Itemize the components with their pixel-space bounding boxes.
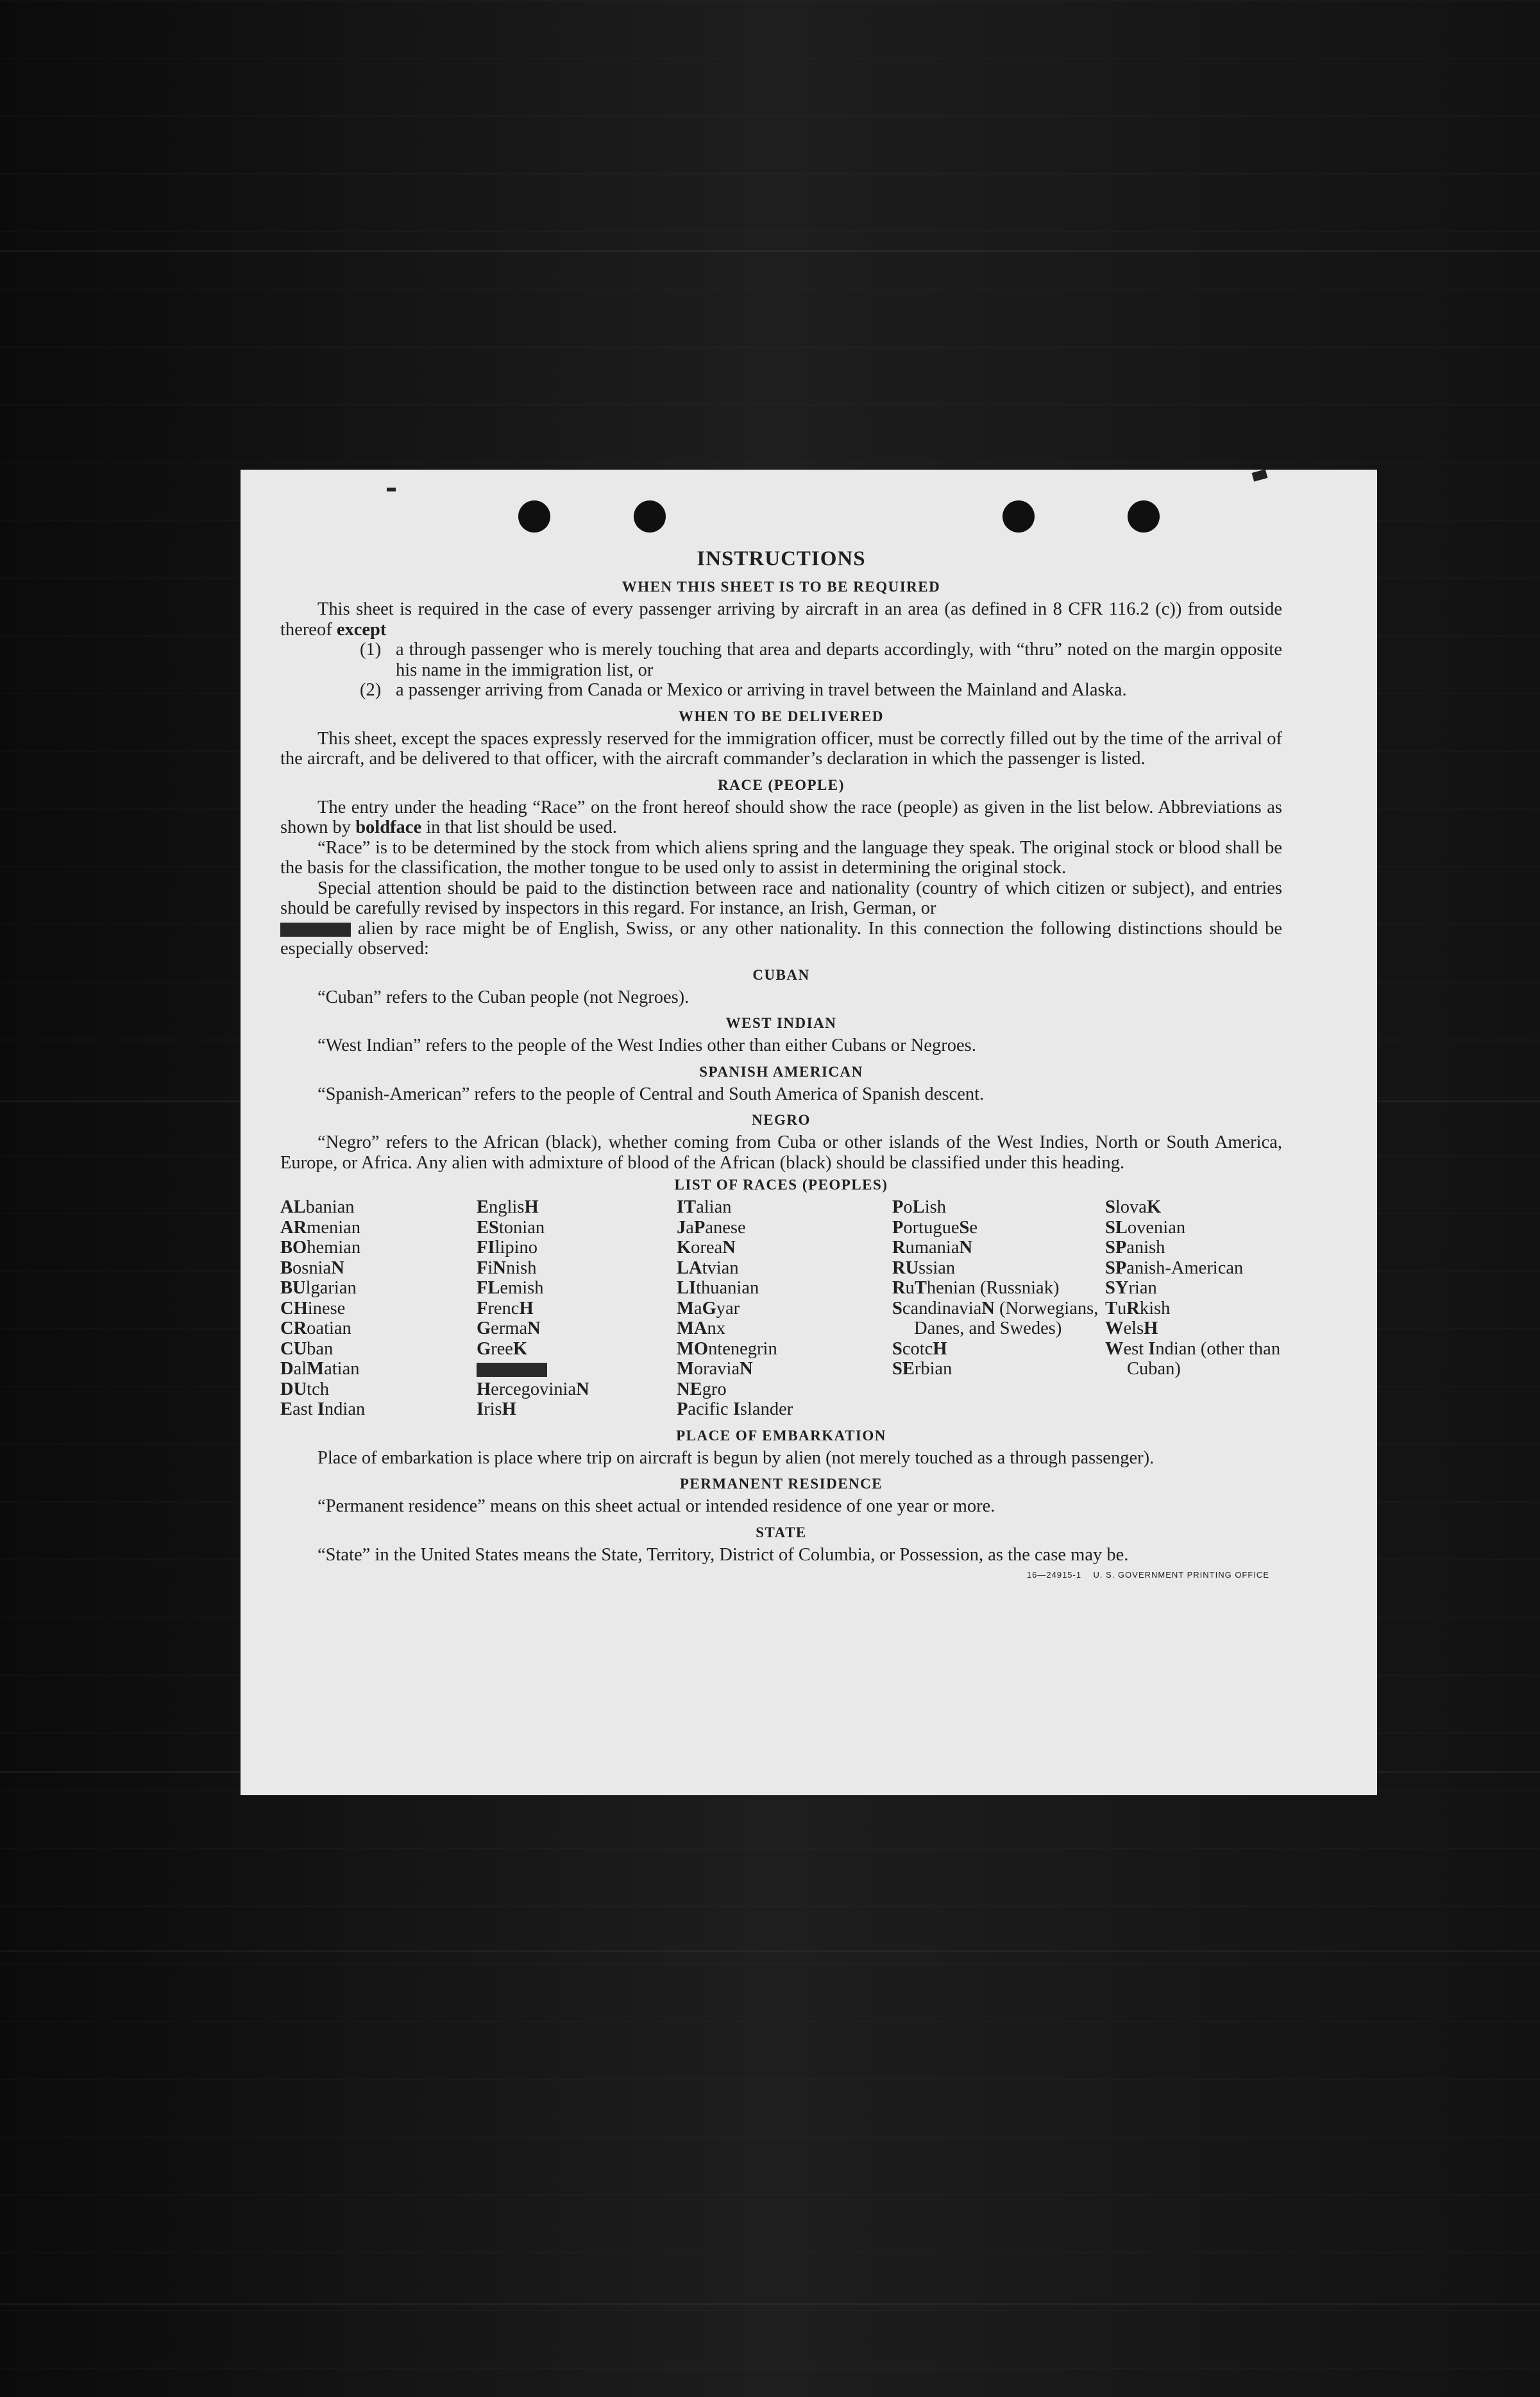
race-entry: FrencH xyxy=(477,1298,534,1318)
race-entry: PortugueSe xyxy=(892,1217,977,1238)
punch-hole xyxy=(634,500,666,533)
race-entry: GermaN xyxy=(477,1318,541,1338)
heading-residence: PERMANENT RESIDENCE xyxy=(679,1476,883,1492)
race-entry: CUban xyxy=(280,1338,334,1359)
film-streak xyxy=(0,250,1540,252)
race-list xyxy=(280,1197,1282,1420)
paragraph-negro: “Negro” refers to the African (black), whether coming from Cuba or other islands of the West Indies, North or South America, Europe, or Africa. Any alien with admixture of blood of the African (black) should be classified under this heading. xyxy=(280,1132,1282,1173)
paragraph-cuban: “Cuban” refers to the Cuban people (not Negroes). xyxy=(317,987,690,1007)
race-entry: LAtvian xyxy=(677,1258,739,1278)
race-column-3 xyxy=(677,1197,892,1420)
race-column-2 xyxy=(477,1197,677,1420)
race-entry: SErbian xyxy=(892,1359,952,1379)
film-streak xyxy=(0,2303,1540,2305)
race-entry: RUssian xyxy=(892,1258,956,1278)
race-entry: SPanish-American xyxy=(1105,1258,1244,1278)
paragraph-delivered: This sheet, except the spaces expressly reserved for the immigration officer, must be correctly filled out by the time of the arrival of the aircraft, and be delivered to that officer, with the aircraft commander’s declaration in which the passenger is listed. xyxy=(280,728,1282,769)
exception-item-2: (2) a passenger arriving from Canada or Mexico or arriving in travel between the Mainland and Alaska. xyxy=(360,680,1127,700)
heading-embarkation: PLACE OF EMBARKATION xyxy=(676,1427,886,1444)
race-entry: ARmenian xyxy=(280,1217,361,1238)
race-entry: Pacific Islander xyxy=(677,1399,793,1419)
race-entry: GreeK xyxy=(477,1338,528,1359)
race-entry: ScandinaviaN (Norwegians, Danes, and Swedes) xyxy=(892,1298,1099,1338)
paragraph-required: This sheet is required in the case of every passenger arriving by aircraft in an area (as defined in 8 CFR 116.2 (c)) from outside thereof except xyxy=(280,599,1282,640)
race-entry: EStonian xyxy=(477,1217,545,1238)
race-entry: CHinese xyxy=(280,1298,346,1318)
page-title: INSTRUCTIONS xyxy=(697,547,866,570)
heading-list-of-races: LIST OF RACES (PEOPLES) xyxy=(674,1177,888,1193)
paragraph-west-indian: “West Indian” refers to the people of the West Indies other than either Cubans or Negroes. xyxy=(317,1036,976,1055)
race-entry: ScotcH xyxy=(892,1338,947,1359)
heading-negro: NEGRO xyxy=(752,1112,811,1128)
race-entry: PoLish xyxy=(892,1197,946,1217)
paragraph-race-1: The entry under the heading “Race” on the front hereof should show the race (people) as given in the list below. Abbreviations as shown by boldface in that list should be used. xyxy=(280,797,1282,837)
race-entry: West Indian (other than Cuban) xyxy=(1105,1338,1281,1379)
race-entry: SlovaK xyxy=(1105,1197,1162,1217)
race-entry: JaPanese xyxy=(677,1217,746,1238)
exception-item-1: (1) a through passenger who is merely touching that area and departs accordingly, with “thru” noted on the margin opposite his name in the immigration list, or xyxy=(360,640,1282,680)
heading-state: STATE xyxy=(756,1524,807,1540)
race-column-1 xyxy=(280,1197,477,1420)
redaction-mark xyxy=(477,1363,547,1377)
race-entry: ITalian xyxy=(677,1197,732,1217)
instruction-sheet xyxy=(241,470,1377,1795)
race-entry: HercegoviniaN xyxy=(477,1379,589,1399)
race-column-5 xyxy=(1105,1197,1282,1420)
paragraph-spanish-american: “Spanish-American” refers to the people of Central and South America of Spanish descent. xyxy=(317,1084,985,1104)
redaction-mark xyxy=(280,923,351,937)
punch-hole xyxy=(1128,500,1160,533)
race-entry: BosniaN xyxy=(280,1258,344,1278)
punch-hole xyxy=(1003,500,1035,533)
heading-cuban: CUBAN xyxy=(752,966,810,983)
race-entry: DalMatian xyxy=(280,1359,360,1379)
heading-spanish-american: SPANISH AMERICAN xyxy=(699,1063,863,1080)
heading-west-indian: WEST INDIAN xyxy=(725,1015,837,1031)
race-entry: FLemish xyxy=(477,1278,544,1298)
punch-hole xyxy=(518,500,550,533)
heading-when-required: WHEN THIS SHEET IS TO BE REQUIRED xyxy=(622,579,941,595)
race-entry: SPanish xyxy=(1105,1238,1165,1258)
race-column-4 xyxy=(892,1197,1105,1420)
race-entry xyxy=(477,1359,677,1379)
race-entry: East Indian xyxy=(280,1399,366,1419)
paragraph-state: “State” in the United States means the State, Territory, District of Columbia, or Possession, as the case may be. xyxy=(317,1544,1129,1565)
race-entry: TuRkish xyxy=(1105,1298,1171,1318)
race-entry: MOntenegrin xyxy=(677,1338,777,1359)
heading-race: RACE (PEOPLE) xyxy=(718,776,845,793)
ink-speck xyxy=(387,488,396,491)
race-entry: MoraviaN xyxy=(677,1359,753,1379)
race-entry: DUtch xyxy=(280,1379,329,1399)
ink-speck xyxy=(1252,469,1268,481)
paragraph-residence: “Permanent residence” means on this sheet actual or intended residence of one year or more. xyxy=(317,1496,995,1516)
footer xyxy=(280,1565,1282,1585)
printer-imprint: 16—24915-1 U. S. GOVERNMENT PRINTING OFFICE xyxy=(1026,1570,1269,1580)
race-entry: CRoatian xyxy=(280,1318,351,1338)
instructions-content xyxy=(280,547,1282,1585)
race-entry: FiNnish xyxy=(477,1258,537,1278)
race-entry: IrisH xyxy=(477,1399,516,1419)
race-entry: EnglisH xyxy=(477,1197,539,1217)
race-entry: RuThenian (Russniak) xyxy=(892,1278,1060,1298)
race-entry: MAnx xyxy=(677,1318,725,1338)
paragraph-race-2: “Race” is to be determined by the stock from which aliens spring and the language they speak. The original stock or blood shall be the basis for the classification, the mother tongue to be used only to assist in determining the original stock. xyxy=(280,837,1282,878)
race-entry: BUlgarian xyxy=(280,1278,357,1298)
race-entry: NEgro xyxy=(677,1379,727,1399)
race-entry: LIthuanian xyxy=(677,1278,759,1298)
film-streak xyxy=(0,1950,1540,1952)
race-entry: BOhemian xyxy=(280,1238,361,1258)
race-entry: ALbanian xyxy=(280,1197,355,1217)
race-entry: MaGyar xyxy=(677,1298,740,1318)
race-entry: FIlipino xyxy=(477,1238,538,1258)
race-entry: KoreaN xyxy=(677,1238,736,1258)
race-entry: SYrian xyxy=(1105,1278,1157,1298)
heading-when-delivered: WHEN TO BE DELIVERED xyxy=(679,708,884,724)
paragraph-embarkation: Place of embarkation is place where trip on aircraft is begun by alien (not merely touched as a through passenger). xyxy=(317,1447,1155,1468)
race-entry: SLovenian xyxy=(1105,1217,1186,1238)
race-entry: WelsH xyxy=(1105,1318,1158,1338)
paragraph-race-3: Special attention should be paid to the distinction between race and nationality (country of which citizen or subject), and entries should be carefully revised by inspectors in this regard. For instance, an Irish, German, or alien by race might be of English, Swiss, or any other nationality. In this connection the following distinctions should be especially observed: xyxy=(280,878,1283,959)
race-entry: RumaniaN xyxy=(892,1238,973,1258)
